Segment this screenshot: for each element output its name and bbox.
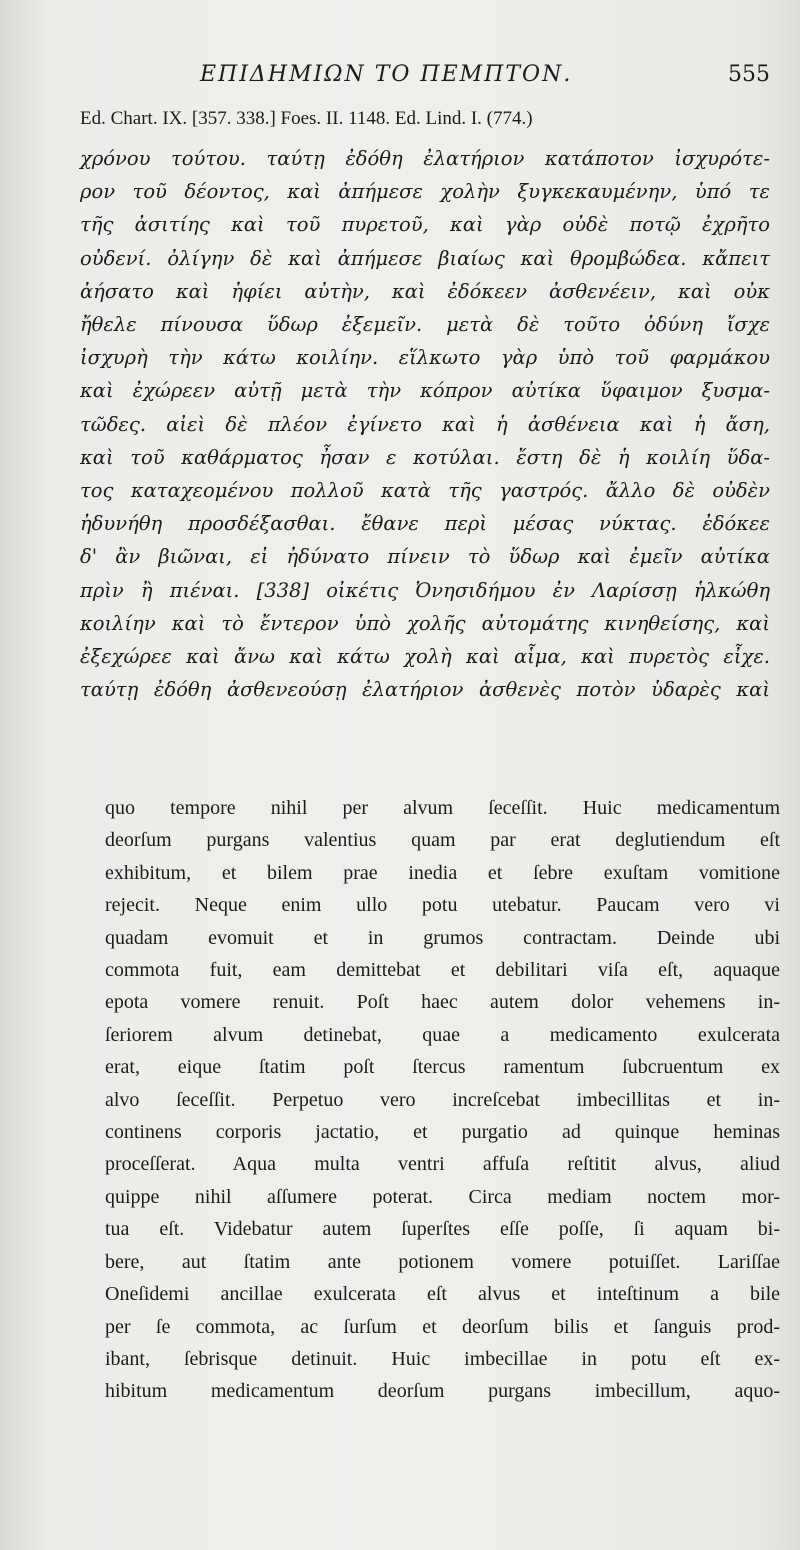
latin-text-line: erat, eique ſtatim poſt ſtercus ramentum ſubcruentum ex (105, 1056, 780, 1079)
latin-text-line: rejecit. Neque enim ullo potu utebatur. Paucam vero vi (105, 894, 780, 917)
latin-text-line: tua eſt. Videbatur autem ſuperſtes eſſe poſſe, ſi aquam bi- (105, 1218, 780, 1241)
latin-text-line: ſeriorem alvum detinebat, quae a medicamento exulcerata (105, 1023, 780, 1046)
greek-text-line: ἠδυνήθη προσδέξασθαι. ἔθανε περὶ μέσας νύκτας. ἐδόκεε (80, 512, 770, 536)
greek-text-line: ἤθελε πίνουσα ὕδωρ ἐξεμεῖν. μετὰ δὲ τοῦτο ὀδύνη ἴσχε (80, 313, 770, 337)
latin-text-line: proceſſerat. Aqua multa ventri affuſa reſtitit alvus, aliud (105, 1153, 780, 1176)
latin-text-line: per ſe commota, ac ſurſum et deorſum bilis et ſanguis prod- (105, 1315, 780, 1338)
latin-text-line: quadam evomuit et in grumos contractam. Deinde ubi (105, 926, 780, 949)
edition-reference-line: Ed. Chart. IX. [357. 338.] Foes. II. 1148. Ed. Lind. I. (774.) (80, 108, 533, 129)
greek-text-line: καὶ τοῦ καθάρματος ἦσαν ε κοτύλαι. ἔστη δὲ ἡ κοιλίη ὕδα- (80, 445, 770, 469)
greek-text-block (80, 142, 770, 706)
running-title: ΕΠΙΔΗΜΙΩΝ ΤΟ ΠΕΜΠΤΟΝ. (200, 62, 573, 87)
latin-text-line: bere, aut ſtatim ante potionem vomere potuiſſet. Lariſſae (105, 1250, 780, 1273)
latin-text-line: epota vomere renuit. Poſt haec autem dolor vehemens in- (105, 991, 780, 1014)
greek-text-line: τῶδες. αἰεὶ δὲ πλέον ἐγίνετο καὶ ἡ ἀσθένεια καὶ ἡ ἄση, (80, 412, 770, 436)
greek-text-line: κοιλίην καὶ τὸ ἔντερον ὑπὸ χολῆς αὐτομάτης κινηθείσης, καὶ (80, 611, 770, 635)
latin-text-line: commota fuit, eam demittebat et debilitari viſa eſt, aquaque (105, 959, 780, 982)
greek-text-line: οὐδενί. ὀλίγην δὲ καὶ ἀπήμεσε βιαίως καὶ θρομβώδεα. κἄπειτ (80, 246, 770, 270)
latin-text-line: ibant, ſebrisque detinuit. Huic imbecillae in potu eſt ex- (105, 1347, 780, 1370)
latin-text-line: exhibitum, et bilem prae inedia et ſebre exuſtam vomitione (105, 861, 780, 884)
greek-text-line: ἀήσατο καὶ ἠφίει αὐτὴν, καὶ ἐδόκεεν ἀσθενέειν, καὶ οὐκ (80, 279, 770, 303)
latin-text-line: quo tempore nihil per alvum ſeceſſit. Huic medicamentum (105, 797, 780, 819)
greek-text-line: ἰσχυρὴ τὴν κάτω κοιλίην. εἵλκωτο γὰρ ὑπὸ τοῦ φαρμάκου (80, 346, 770, 370)
latin-text-line: hibitum medicamentum deorſum purgans imbecillum, aquo- (105, 1380, 780, 1403)
latin-text-block (105, 792, 780, 1408)
greek-text-line: τος καταχεομένου πολλοῦ κατὰ τῆς γαστρός. ἄλλο δὲ οὐδὲν (80, 479, 770, 503)
page-number: 555 (728, 62, 770, 87)
latin-text-line: quippe nihil aſſumere poterat. Circa mediam noctem mor- (105, 1185, 780, 1208)
greek-text-line: καὶ ἐχώρεεν αὐτῇ μετὰ τὴν κόπρον αὐτίκα ὕφαιμον ξυσμα- (80, 379, 770, 403)
latin-text-line: Oneſidemi ancillae exulcerata eſt alvus et inteſtinum a bile (105, 1283, 780, 1306)
greek-text-line: χρόνου τούτου. ταύτῃ ἐδόθη ἐλατήριον κατάποτον ἰσχυρότε- (80, 147, 770, 170)
latin-text-line: deorſum purgans valentius quam par erat deglutiendum eſt (105, 829, 780, 852)
page-header (80, 62, 770, 98)
latin-text-line: continens corporis jactatio, et purgatio ad quinque heminas (105, 1121, 780, 1144)
greek-text-line: πρὶν ἢ πιέναι. [338] οἰκέτις Ὀνησιδήμου ἐν Λαρίσσῃ ἡλκώθη (80, 578, 770, 602)
greek-text-line: ταύτῃ ἐδόθη ἀσθενεούσῃ ἐλατήριον ἀσθενὲς ποτὸν ὑδαρὲς καὶ (80, 678, 770, 702)
greek-text-line: ἐξεχώρεε καὶ ἄνω καὶ κάτω χολὴ καὶ αἷμα, καὶ πυρετὸς εἶχε. (80, 645, 770, 669)
greek-text-line: τῆς ἀσιτίης καὶ τοῦ πυρετοῦ, καὶ γὰρ οὐδὲ ποτῷ ἐχρῆτο (80, 213, 770, 237)
greek-text-line: ρον τοῦ δέοντος, καὶ ἀπήμεσε χολὴν ξυγκεκαυμένην, ὑπό τε (80, 180, 770, 204)
greek-text-line: δ' ἂν βιῶναι, εἰ ἠδύνατο πίνειν τὸ ὕδωρ καὶ ἐμεῖν αὐτίκα (80, 545, 770, 569)
latin-text-line: alvo ſeceſſit. Perpetuo vero increſcebat imbecillitas et in- (105, 1088, 780, 1111)
